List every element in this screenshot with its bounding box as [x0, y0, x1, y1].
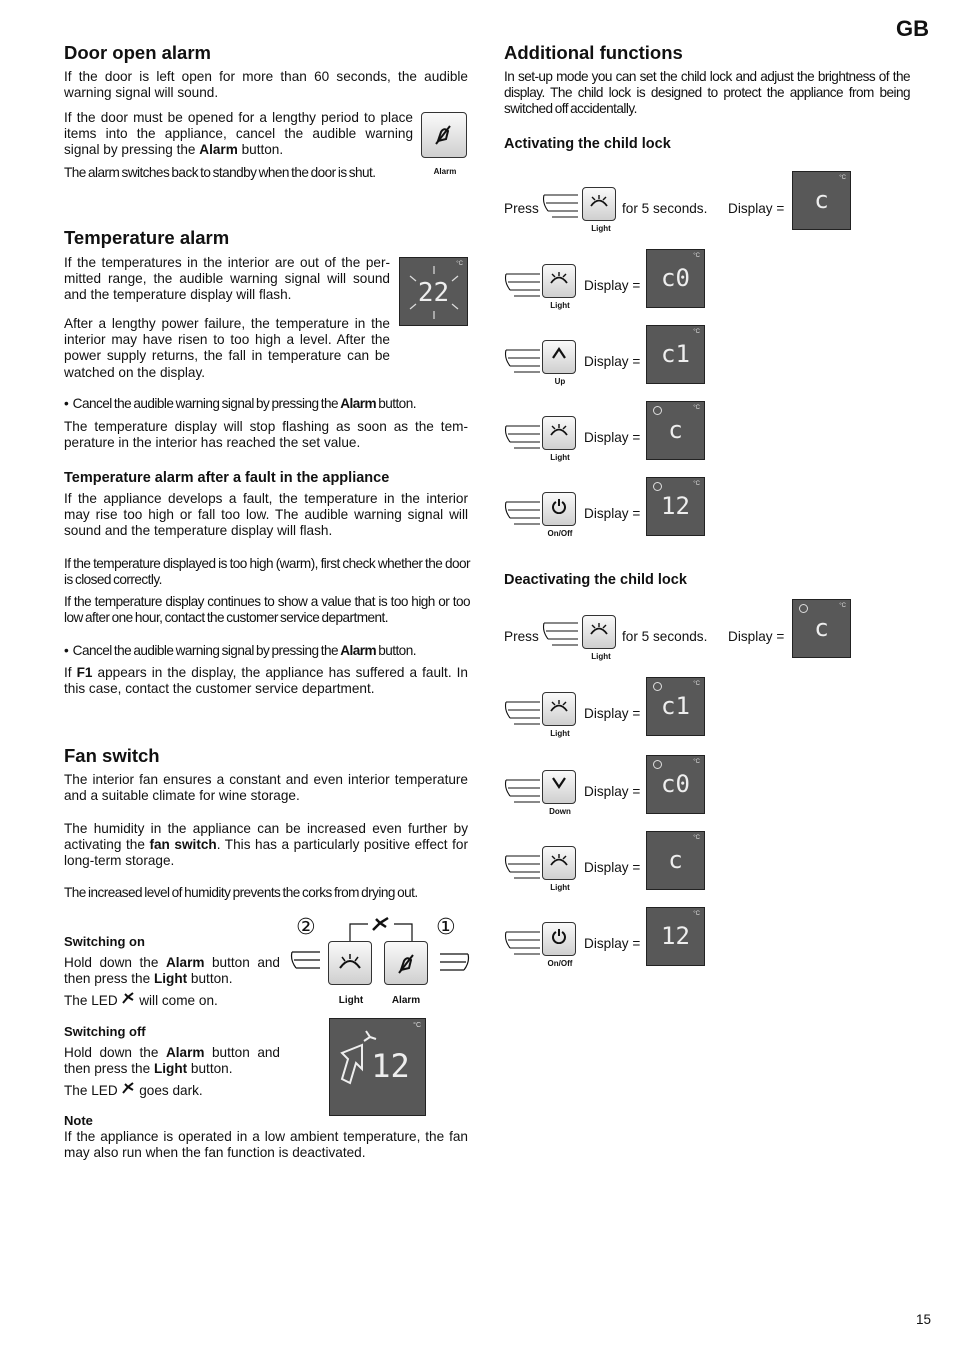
power-icon: [551, 928, 567, 944]
deactivate_steps-caption-3: Light: [550, 883, 570, 892]
celsius-unit: °C: [693, 253, 700, 259]
deactivate_steps-display-0: [792, 599, 851, 658]
fan-title: Fan switch: [64, 745, 160, 766]
smiley-icon: [653, 482, 662, 491]
smiley-icon: [799, 604, 808, 613]
fan-display-value: 12: [371, 1047, 410, 1085]
additional-intro: In set-up mode you can set the child lock and adjust the brightness of the display. The child lock is designed to protect the appliance from being switched off accidentally.: [504, 69, 910, 117]
fan-icon: [121, 1081, 135, 1095]
activate_steps-button-1: [542, 264, 576, 298]
switch-off-title: Switching off: [64, 1024, 146, 1039]
deactivate_steps-caption-2: Down: [549, 807, 571, 816]
light-icon: [588, 621, 610, 637]
smiley-icon: [653, 760, 662, 769]
display-equals-label: Display =: [728, 201, 785, 216]
activate_steps-button-2: [542, 340, 576, 374]
deactivate_steps-display-2: [646, 755, 705, 814]
door-alarm-title: Door open alarm: [64, 42, 211, 63]
activate_steps-display-3: [646, 401, 705, 460]
celsius-unit: °C: [693, 405, 700, 411]
fan-p3: The increased level of humidity prevents the corks from drying out.: [64, 885, 418, 900]
light-icon: [548, 270, 570, 286]
for-5-seconds-label: for 5 seconds.: [622, 629, 708, 644]
activate_steps-button-3: [542, 416, 576, 450]
activate_steps-button-0: [582, 187, 616, 221]
deactivate_steps-button-1: [542, 692, 576, 726]
activate_steps-caption-4: On/Off: [547, 529, 573, 538]
celsius-unit: °C: [456, 261, 463, 267]
deactivate_steps-button-4: [542, 922, 576, 956]
display-value: c0: [661, 770, 690, 798]
display-value: c: [814, 614, 829, 642]
activate_steps-button-4: [542, 492, 576, 526]
door-alarm-p1: If the door is left open for more than 60 seconds, the audible warning signal will sound.: [64, 69, 468, 101]
fan-light-button: [328, 941, 372, 985]
fault-p4: If F1 appears in the display, the appliance has suffered a fault. In this case, contact the customer service department.: [64, 665, 468, 697]
display-equals-label: Display =: [728, 629, 785, 644]
display-equals-label: Display =: [584, 430, 641, 445]
fault-p2: If the temperature displayed is too high (warm), first check whether the door is closed correctly.: [64, 556, 470, 588]
light-icon: [548, 852, 570, 868]
display-value: c1: [661, 340, 690, 368]
display-equals-label: Display =: [584, 936, 641, 951]
arrow-down-icon: [551, 776, 567, 790]
deactivate_steps-caption-4: On/Off: [547, 959, 573, 968]
fan-display: [329, 1018, 426, 1116]
arrow-up-icon: [551, 346, 567, 360]
activate_steps-display-2: [646, 325, 705, 384]
activate_steps-display-0: [792, 171, 851, 230]
activate_steps-caption-3: Light: [550, 453, 570, 462]
smiley-icon: [653, 406, 662, 415]
celsius-unit: °C: [839, 175, 846, 181]
switch-on-led: The LED will come on.: [64, 993, 218, 1008]
additional-title: Additional functions: [504, 42, 683, 63]
alarm-bell-icon: [395, 952, 419, 976]
fan-p1: The interior fan ensures a constant and even interior temperature and a suitable climate for wine storage.: [64, 772, 468, 804]
temp-flash-display: [399, 257, 468, 326]
page-number: 15: [916, 1312, 932, 1327]
step-1-marker: ①: [436, 914, 456, 939]
deactivate-title: Deactivating the child lock: [504, 572, 687, 588]
switch-off-led: The LED goes dark.: [64, 1083, 203, 1098]
deactivate_steps-caption-1: Light: [550, 729, 570, 738]
display-value: c: [668, 846, 683, 874]
deactivate_steps-button-3: [542, 846, 576, 880]
fan-alarm-button: [384, 941, 428, 985]
fan-bracket: [340, 914, 430, 944]
press-label: Press: [504, 629, 539, 644]
alarm-button: [421, 112, 467, 158]
fan-alarm-caption: Alarm: [391, 995, 421, 1006]
celsius-unit: °C: [839, 603, 846, 609]
fault-p1: If the appliance develops a fault, the temperature in the interior may rise too high or fall too low. The audible warning signal will sound and the temperature display will flash.: [64, 491, 468, 539]
power-icon: [551, 498, 567, 514]
door-alarm-p3: The alarm switches back to standby when the door is shut.: [64, 165, 376, 180]
fan-icon: [121, 991, 135, 1005]
display-equals-label: Display =: [584, 860, 641, 875]
deactivate_steps-caption-0: Light: [591, 652, 611, 661]
activate_steps-caption-0: Light: [591, 224, 611, 233]
switch-on-text: Hold down the Alarm button and then press the Light button.: [64, 955, 280, 987]
display-value: c0: [661, 264, 690, 292]
deactivate_steps-display-3: [646, 831, 705, 890]
temp-alarm-p3: The temperature display will stop flashing as soon as the tem-perature in the interior has reached the set value.: [64, 419, 468, 451]
celsius-unit: °C: [693, 481, 700, 487]
celsius-unit: °C: [413, 1022, 421, 1029]
activate_steps-caption-2: Up: [554, 377, 566, 386]
celsius-unit: °C: [693, 329, 700, 335]
deactivate_steps-display-1: [646, 677, 705, 736]
fan-light-caption: Light: [338, 995, 364, 1006]
temp-value: 22: [417, 278, 450, 308]
activate-title: Activating the child lock: [504, 136, 671, 152]
switch-on-title: Switching on: [64, 934, 145, 949]
celsius-unit: °C: [693, 681, 700, 687]
celsius-unit: °C: [693, 759, 700, 765]
activate_steps-display-1: [646, 249, 705, 308]
temp-alarm-bullet: • Cancel the audible warning signal by pressing the Alarm button.: [64, 396, 416, 411]
switch-off-text: Hold down the Alarm button and then press the Light button.: [64, 1045, 280, 1077]
temp-alarm-p1: If the temperatures in the interior are out of the per-mitted range, the audible warning signal will sound and the temperature display will flash.: [64, 255, 390, 303]
temp-alarm-title: Temperature alarm: [64, 227, 230, 248]
for-5-seconds-label: for 5 seconds.: [622, 201, 708, 216]
display-value: c: [668, 416, 683, 444]
temp-alarm-p2: After a lengthy power failure, the temperature in the interior may have risen to too high a level. After the power supply returns, the fall in temperature can be watched on the display.: [64, 316, 390, 380]
display-value: 12: [661, 922, 690, 950]
note-title: Note: [64, 1113, 93, 1128]
note-text: If the appliance is operated in a low ambient temperature, the fan may also run when the fan function is deactivated.: [64, 1129, 468, 1161]
display-equals-label: Display =: [584, 506, 641, 521]
activate_steps-display-4: [646, 477, 705, 536]
light-icon: [337, 952, 363, 972]
celsius-unit: °C: [693, 911, 700, 917]
display-value: c: [814, 186, 829, 214]
alarm-button-caption: Alarm: [433, 167, 457, 176]
deactivate_steps-button-0: [582, 615, 616, 649]
celsius-unit: °C: [693, 835, 700, 841]
light-icon: [548, 698, 570, 714]
display-value: 12: [661, 492, 690, 520]
door-alarm-p2: If the door must be opened for a lengthy period to place items into the appliance, cancel the audible warning signal by pressing the Alarm button.: [64, 110, 413, 158]
display-equals-label: Display =: [584, 706, 641, 721]
pointing-hand-left-icon: [428, 946, 470, 978]
press-label: Press: [504, 201, 539, 216]
activate_steps-caption-1: Light: [550, 301, 570, 310]
fan-p2: The humidity in the appliance can be increased even further by activating the fan switch. This has a particularly positive effect for long-term storage.: [64, 821, 469, 869]
fault-p3: If the temperature display continues to show a value that is too high or too low after one hour, contact the customer service department.: [64, 594, 470, 626]
light-icon: [588, 193, 610, 209]
deactivate_steps-button-2: [542, 770, 576, 804]
deactivate_steps-display-4: [646, 907, 705, 966]
display-equals-label: Display =: [584, 278, 641, 293]
language-code: GB: [896, 16, 929, 41]
display-equals-label: Display =: [584, 784, 641, 799]
smiley-icon: [653, 682, 662, 691]
alarm-bell-icon: [432, 123, 456, 147]
step-2-marker: ②: [296, 914, 316, 939]
fault-title: Temperature alarm after a fault in the appliance: [64, 470, 390, 486]
light-icon: [548, 422, 570, 438]
fault-bullet: • Cancel the audible warning signal by pressing the Alarm button.: [64, 643, 416, 658]
display-value: c1: [661, 692, 690, 720]
display-equals-label: Display =: [584, 354, 641, 369]
